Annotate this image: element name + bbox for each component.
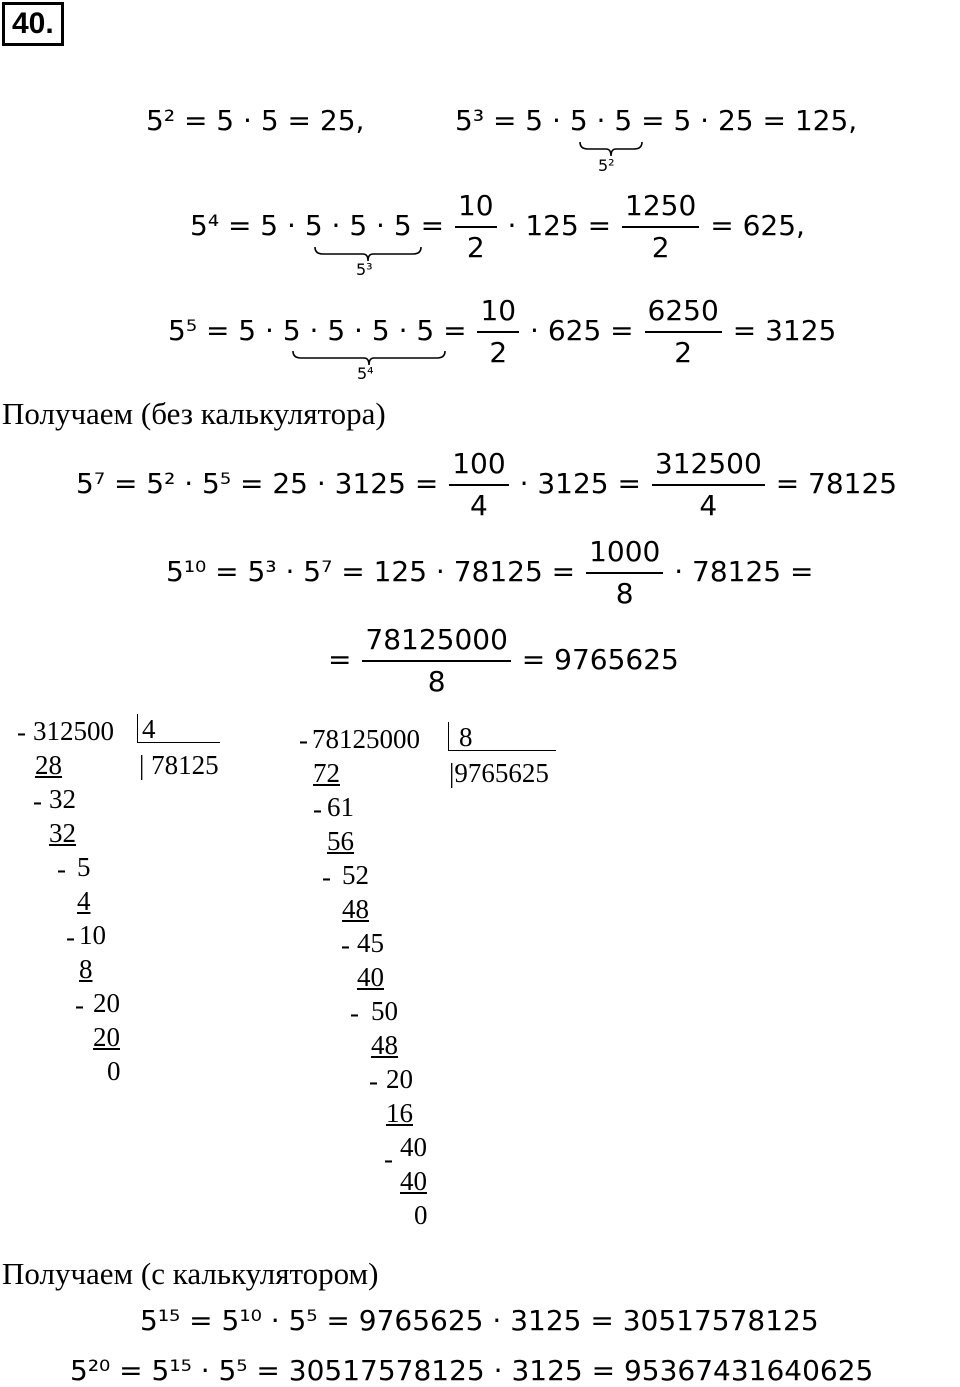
- equation-5-cubed: [455, 104, 857, 137]
- denominator: 2: [674, 336, 693, 369]
- minus-sign: -: [17, 717, 26, 747]
- eq-right: = 5 · 25 = 125,: [641, 104, 858, 137]
- eq-left: 5⁴ = 5 ·: [190, 209, 296, 242]
- fraction: [652, 444, 765, 526]
- section-caption: Получаем (без калькулятора): [2, 396, 386, 431]
- minus-sign: -: [75, 990, 84, 1020]
- eq-sign: =: [443, 314, 467, 347]
- eq-left: 5³ = 5 ·: [455, 104, 561, 137]
- step: 72: [313, 758, 340, 788]
- minus-sign: -: [313, 794, 322, 824]
- step: 48: [342, 894, 369, 924]
- numerator: 78125000: [362, 620, 511, 662]
- numerator: 100: [449, 444, 508, 486]
- minus-sign: -: [384, 1144, 393, 1174]
- fraction: [586, 532, 663, 614]
- step: 10: [79, 920, 106, 950]
- equation-5-squared: 5² = 5 · 5 = 25,: [146, 104, 365, 137]
- section-caption: Получаем (с калькулятором): [2, 1256, 379, 1291]
- eq-right: = 3125: [732, 314, 837, 347]
- quotient-bar: |: [449, 758, 455, 788]
- equation-5-twentieth: 5²⁰ = 5¹⁵ · 5⁵ = 30517578125 · 3125 = 95367431640625: [70, 1354, 874, 1387]
- step: 32: [49, 818, 76, 848]
- braced-term: 5 · 5: [569, 104, 633, 137]
- quotient-value: 78125: [151, 750, 219, 780]
- step: 40: [357, 962, 384, 992]
- brace-label: 5²: [598, 156, 615, 175]
- quotient: [449, 756, 549, 790]
- eq-right: · 78125 =: [674, 555, 814, 588]
- step: 28: [35, 750, 62, 780]
- braced-term: 5 · 5 · 5: [304, 209, 412, 242]
- divisor: 4: [137, 714, 220, 743]
- denominator: 8: [615, 577, 634, 610]
- denominator: 8: [427, 665, 446, 698]
- dividend: 78125000: [312, 724, 420, 754]
- numerator: 312500: [652, 444, 765, 486]
- minus-sign: -: [341, 930, 350, 960]
- step: 20: [93, 988, 120, 1018]
- step: 8: [79, 954, 93, 984]
- numerator: 1000: [586, 532, 663, 574]
- quotient-value: 9765625: [454, 758, 549, 788]
- step: 16: [386, 1098, 413, 1128]
- problem-number: 40.: [2, 2, 64, 46]
- minus-sign: -: [322, 862, 331, 892]
- eq-left: 5¹⁰ = 5³ · 5⁷ = 125 · 78125 =: [166, 555, 576, 588]
- step: 5: [77, 852, 91, 882]
- step: 52: [342, 860, 369, 890]
- step: 61: [327, 792, 354, 822]
- fraction: [477, 291, 519, 373]
- step: 0: [107, 1056, 121, 1086]
- eq-sign: =: [420, 209, 445, 242]
- eq-left: 5⁵ = 5 ·: [168, 314, 274, 347]
- eq-mid: · 625 =: [530, 314, 634, 347]
- numerator: 10: [477, 291, 519, 333]
- denominator: 2: [489, 336, 508, 369]
- fraction: [455, 186, 497, 268]
- equation-continuation: [328, 620, 679, 702]
- quotient: [139, 748, 219, 782]
- minus-sign: -: [66, 922, 75, 952]
- minus-sign: -: [299, 725, 308, 755]
- denominator: 2: [651, 231, 670, 264]
- fraction: [449, 444, 508, 526]
- eq-right: = 9765625: [521, 643, 679, 676]
- step: 0: [414, 1200, 428, 1230]
- fraction: [645, 291, 722, 373]
- numerator: 6250: [645, 291, 722, 333]
- numerator: 10: [455, 186, 497, 228]
- minus-sign: -: [350, 998, 359, 1028]
- braced-term: 5 · 5 · 5 · 5: [282, 314, 435, 347]
- dividend: 312500: [33, 716, 114, 746]
- divisor: 8: [448, 722, 556, 751]
- step: 56: [327, 826, 354, 856]
- equation-5-tenth: [166, 532, 813, 614]
- brace-label: 5³: [356, 260, 373, 279]
- eq-left: =: [328, 643, 352, 676]
- eq-right: = 625,: [710, 209, 805, 242]
- step: 40: [400, 1166, 427, 1196]
- fraction: [362, 620, 511, 702]
- minus-sign: -: [369, 1066, 378, 1096]
- equation-5-fifth: [168, 291, 836, 373]
- minus-sign: -: [33, 786, 42, 816]
- step: 32: [49, 784, 76, 814]
- fraction: [622, 186, 699, 268]
- minus-sign: -: [57, 854, 66, 884]
- step: 20: [93, 1022, 120, 1052]
- equation-5-fourth: [190, 186, 805, 268]
- denominator: 4: [699, 489, 718, 522]
- step: 50: [371, 996, 398, 1026]
- step: 40: [400, 1132, 427, 1162]
- equation-5-seventh: [76, 444, 897, 526]
- eq-right: = 78125: [775, 467, 898, 500]
- eq-mid: · 3125 =: [519, 467, 641, 500]
- numerator: 1250: [622, 186, 699, 228]
- quotient-bar: |: [139, 750, 145, 780]
- denominator: 2: [466, 231, 485, 264]
- brace-label: 5⁴: [357, 364, 374, 383]
- eq-left: 5⁷ = 5² · 5⁵ = 25 · 3125 =: [76, 467, 439, 500]
- step: 48: [371, 1030, 398, 1060]
- denominator: 4: [470, 489, 488, 522]
- equation-5-fifteenth: 5¹⁵ = 5¹⁰ · 5⁵ = 9765625 · 3125 = 30517578125: [140, 1304, 819, 1337]
- step: 45: [357, 928, 384, 958]
- step: 4: [77, 886, 91, 916]
- step: 20: [386, 1064, 413, 1094]
- eq-mid: · 125 =: [507, 209, 612, 242]
